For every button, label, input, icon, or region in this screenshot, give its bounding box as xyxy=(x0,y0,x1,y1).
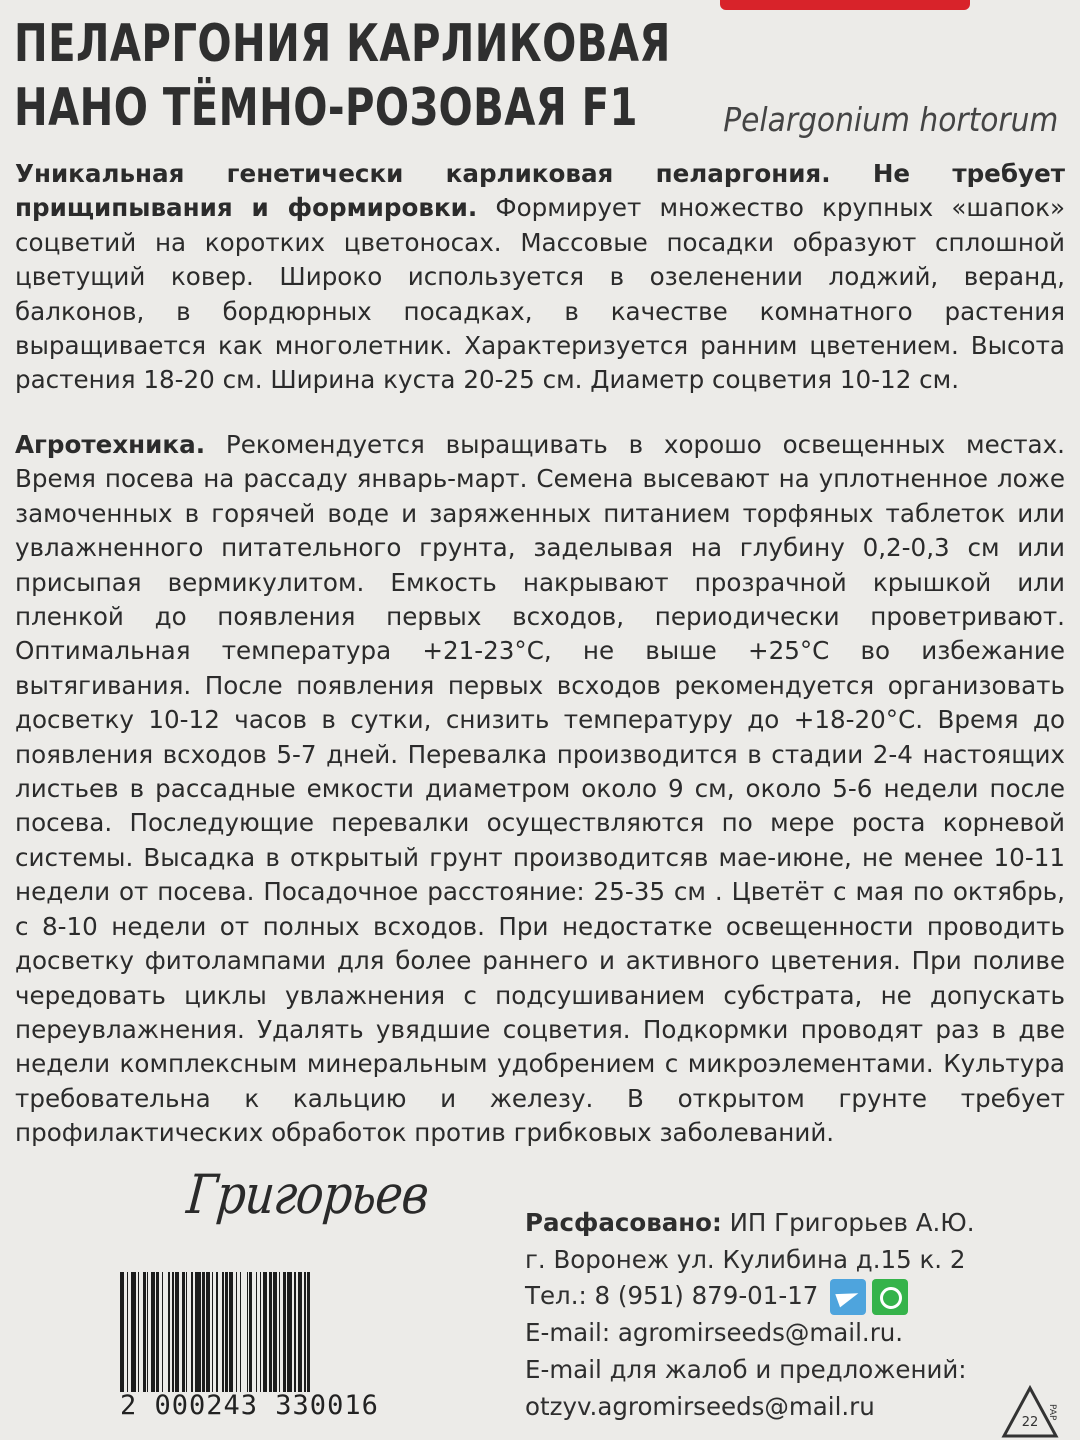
barcode-number: 2 000243 330016 xyxy=(120,1390,379,1421)
barcode-bar xyxy=(310,1272,314,1392)
email: E-mail: agromirseeds@mail.ru. xyxy=(525,1318,904,1348)
product-title xyxy=(14,12,671,140)
title-line-1: ПЕЛАРГОНИЯ КАРЛИКОВАЯ xyxy=(14,14,671,74)
telegram-icon xyxy=(830,1279,866,1315)
latin-name: Pelargonium hortorum xyxy=(722,100,1058,139)
complaints-label: E-mail для жалоб и предложений: xyxy=(525,1355,967,1385)
complaints-email: otzyv.agromirseeds@mail.ru xyxy=(525,1391,875,1421)
address: г. Воронеж ул. Кулибина д.15 к. 2 xyxy=(525,1244,966,1274)
agrotech-text: Рекомендуется выращивать в хорошо освещенных местах. Время посева на рассаду январь-март. Семена высевают на уплотненное ложе замоченных в горячей воде и заряженных питанием торфяных таблеток или увлажненного питательного грунта, заделывая на глубину 0,2-0,3 см или присыпая вермикулитом. Емкость накрывают прозрачной крышкой или пленкой до появления первых всходов, периодически проветривают. Оптимальная температура +21-23°С, не выше +25°С во избежание вытягивания. После появления первых всходов рекомендуется организовать досветку 10-12 часов в сутки, снизить температуру до +18-20°С. Время до появления всходов 5-7 дней. Перевалка производится в стадии 2-4 настоящих листьев в рассадные емкости диаметром около 9 см, около 5-6 недели после посева. Последующие перевалки осуществляются по мере роста корневой системы. Высадка в открытый грунт производитсяв мае-июне, не менее 10-11 недели от посева. Посадочное расстояние: 25-35 см . Цветёт с мая по октябрь, с 8-10 недели от полных всходов. При недостатке освещенности проводить досветку фитолампами для более раннего и активного цветения. При поливе чередовать циклы увлажнения с подсушиванием субстрата, не допускать переувлажнения. Удалять увядшие соцветия. Подкормки проводят раз в две недели комплексным минеральным удобрением с микроэлементами. Культура требовательна к кальцию и железу. В открытом грунте требует профилактических обработок против грибковых заболеваний. xyxy=(15,430,1065,1148)
title-line-2: НАНО ТЁМНО-РОЗОВАЯ F1 xyxy=(14,78,638,138)
description-paragraph xyxy=(15,157,1065,398)
agrotech-paragraph xyxy=(15,428,1065,1151)
packed-by: ИП Григорьев А.Ю. xyxy=(721,1208,975,1237)
contacts-block xyxy=(525,1205,975,1426)
brand-logo: Григорьев xyxy=(184,1163,431,1226)
packed-label: Расфасовано: xyxy=(525,1208,722,1237)
agrotech-heading: Агротехника. xyxy=(15,430,206,459)
barcode xyxy=(120,1272,432,1392)
phone-line xyxy=(525,1278,975,1315)
recycle-icon xyxy=(1000,1384,1060,1440)
whatsapp-icon xyxy=(872,1279,908,1315)
red-brand-tab xyxy=(720,0,970,10)
packed-by-line xyxy=(525,1205,975,1242)
description-text: Формирует множество крупных «шапок» соцветий на коротких цветоносах. Массовые посадки образуют сплошной цветущий ковер. Широко используется в озеленении лоджий, веранд, балконов, в бордюрных посадках, в качестве комнатного растения выращивается как многолетник. Характеризуется ранним цветением. Высота растения 18-20 см. Ширина куста 20-25 см. Диаметр соцветия 10-12 см. xyxy=(15,193,1065,395)
phone: Тел.: 8 (951) 879-01-17 xyxy=(525,1281,819,1311)
recycle-code: 22 xyxy=(1021,1415,1039,1430)
description-lead: Уникальная генетически карликовая пеларгония. Не требует прищипывания и формировки. xyxy=(15,159,1065,223)
recycle-material: PAP xyxy=(1047,1404,1057,1421)
